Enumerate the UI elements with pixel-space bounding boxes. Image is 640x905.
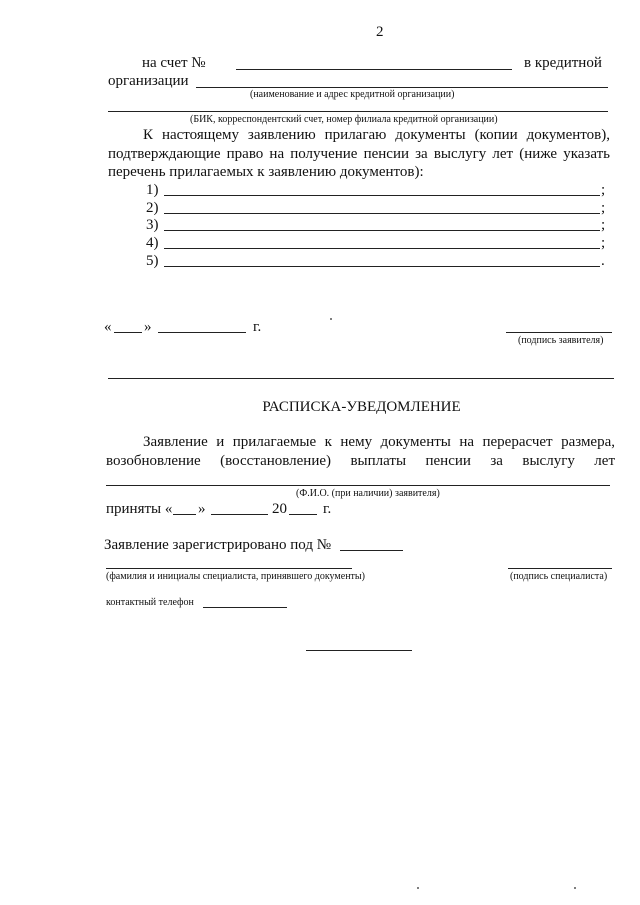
applicant-fio-field[interactable]: [106, 485, 610, 486]
applicant-fio-hint: (Ф.И.О. (при наличии) заявителя): [296, 488, 440, 499]
date-close-quote: »: [144, 319, 152, 335]
attachments-intro-line1: К настоящему заявлению прилагаю документы (копии документов),: [143, 127, 610, 143]
attachments-intro-line3: перечень прилагаемых к заявлению документов):: [108, 164, 424, 180]
attachment-field-2[interactable]: [164, 213, 600, 214]
accepted-year-suffix: г.: [323, 501, 332, 517]
attachment-end-3: ;: [601, 217, 606, 233]
organization-hint: (наименование и адрес кредитной организации): [250, 89, 455, 100]
specialist-name-hint: (фамилия и инициалы специалиста, принявшего документы): [106, 571, 365, 582]
bik-field[interactable]: [108, 111, 608, 112]
account-number-field[interactable]: [236, 69, 512, 70]
accepted-year-prefix: 20: [272, 501, 287, 517]
accepted-month-field[interactable]: [211, 514, 268, 515]
attachment-end-1: ;: [601, 182, 606, 198]
cut-separator: [108, 378, 614, 379]
bik-hint: (БИК, корреспондентский счет, номер филиала кредитной организации): [190, 114, 498, 125]
applicant-signature-field[interactable]: [506, 332, 612, 333]
accepted-close-quote: »: [198, 501, 206, 517]
attachment-end-4: ;: [601, 235, 606, 251]
account-label: на счет №: [142, 55, 206, 71]
attachment-field-1[interactable]: [164, 195, 600, 196]
scan-mark-right: [574, 887, 576, 889]
specialist-signature-hint: (подпись специалиста): [510, 571, 608, 582]
closing-rule: [306, 650, 412, 651]
receipt-title: РАСПИСКА-УВЕДОМЛЕНИЕ: [262, 399, 461, 415]
attachment-end-5: .: [601, 253, 605, 269]
organization-label: организации: [108, 73, 189, 89]
attachment-number-3: 3): [146, 217, 159, 233]
accepted-year-field[interactable]: [289, 514, 317, 515]
attachment-number-5: 5): [146, 253, 159, 269]
attachments-intro-line2: подтверждающие право на получение пенсии за выслугу лет (ниже указать: [108, 146, 610, 162]
organization-name-field[interactable]: [196, 87, 608, 88]
receipt-text-line1: Заявление и прилагаемые к нему документы на перерасчет размера,: [143, 434, 615, 450]
page-number: 2: [376, 24, 384, 40]
receipt-text-line2: возобновление (восстановление) выплаты пенсии за выслугу лет: [106, 453, 615, 469]
attachment-field-3[interactable]: [164, 230, 600, 231]
attachment-field-5[interactable]: [164, 266, 600, 267]
attachment-number-1: 1): [146, 182, 159, 198]
applicant-signature-hint: (подпись заявителя): [518, 335, 604, 346]
attachment-end-2: ;: [601, 200, 606, 216]
contact-phone-label: контактный телефон: [106, 597, 194, 608]
date-day-field[interactable]: [114, 332, 142, 333]
date-year-suffix: г.: [253, 319, 262, 335]
registered-label: Заявление зарегистрировано под №: [104, 537, 332, 553]
attachment-number-4: 4): [146, 235, 159, 251]
date-open-quote: «: [104, 319, 112, 335]
accepted-day-field[interactable]: [173, 514, 196, 515]
scan-speck: [330, 318, 332, 320]
registration-number-field[interactable]: [340, 550, 403, 551]
attachment-number-2: 2): [146, 200, 159, 216]
specialist-signature-field[interactable]: [508, 568, 612, 569]
accepted-label: приняты «: [106, 501, 173, 517]
credit-org-label: в кредитной: [524, 55, 602, 71]
date-month-year-field[interactable]: [158, 332, 246, 333]
scan-mark-left: [417, 887, 419, 889]
attachment-field-4[interactable]: [164, 248, 600, 249]
contact-phone-field[interactable]: [203, 607, 287, 608]
specialist-name-field[interactable]: [106, 568, 352, 569]
